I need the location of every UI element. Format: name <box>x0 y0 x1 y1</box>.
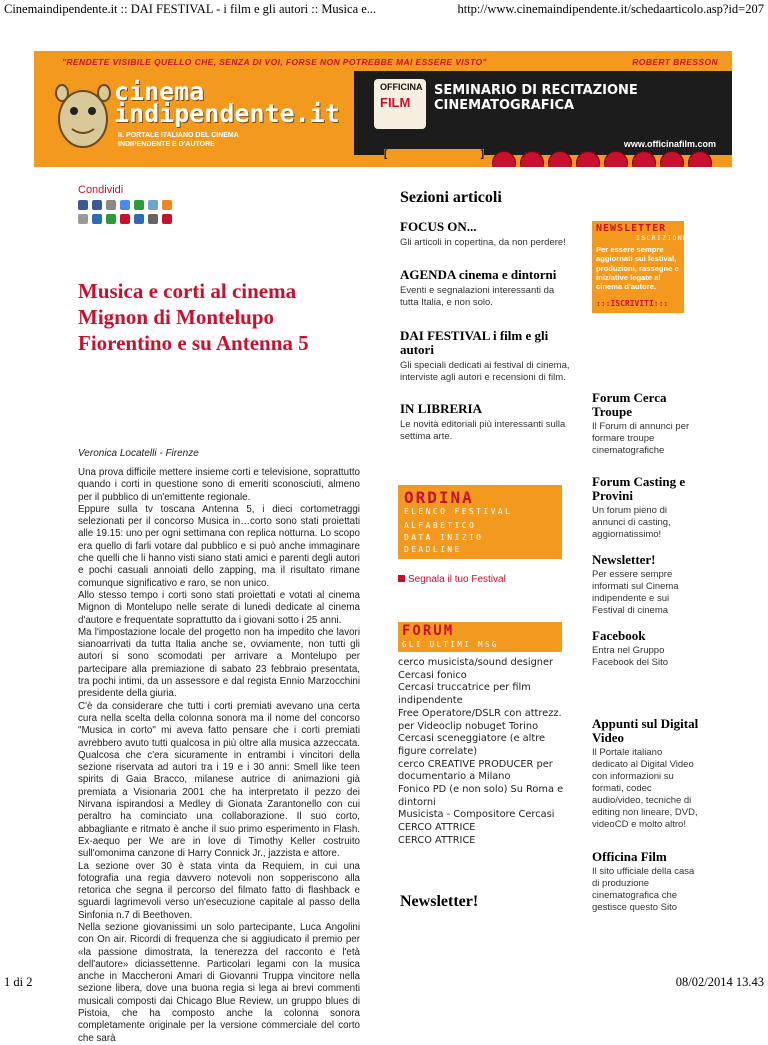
digg-icon[interactable] <box>106 200 116 210</box>
forum-post-link[interactable]: Musicista - Compositore Cercasi <box>398 809 555 821</box>
forum-posts-list <box>398 657 566 848</box>
link-newsletter[interactable]: Newsletter! Per essere sempre informati sul Cinema indipendente e sui Festival di cinema <box>592 552 679 616</box>
forum-post-link[interactable]: CERCO ATTRICE <box>398 822 476 834</box>
forum-post-link[interactable]: Free Operatore/DSLR con attrezz. per Videoclip nobuget Torino <box>398 707 562 732</box>
reddit-icon[interactable] <box>78 214 88 224</box>
nav-bracket: [ ] <box>384 149 484 163</box>
seminar-title: SEMINARIO DI RECITAZIONE CINEMATOGRAFICA <box>434 83 638 113</box>
print-header <box>0 0 768 22</box>
forum-post-link[interactable]: cerco CREATIVE PRODUCER per documentario a Milano <box>398 758 553 783</box>
section-in-libreria[interactable]: IN LIBRERIA Le novità editoriali più interessanti sulla settima arte. <box>400 401 566 442</box>
forum-post-link[interactable]: Cercasi truccatrice per film indipendente <box>398 682 531 707</box>
article-body <box>78 467 360 1045</box>
windows-icon[interactable] <box>134 214 144 224</box>
page-title: Cinemaindipendente.it :: DAI FESTIVAL - i film e gli autori :: Musica e... <box>4 2 377 16</box>
share-icons <box>78 200 182 232</box>
forum-post-link[interactable]: CERCO ATTRICE <box>398 834 476 846</box>
okno-icon[interactable] <box>162 200 172 210</box>
print-footer <box>0 972 768 994</box>
logo-line1: cinema <box>114 77 205 106</box>
technorati-icon[interactable] <box>92 214 102 224</box>
banner-quote: "RENDETE VISIBILE QUELLO CHE, SENZA DI VOI, FORSE NON POTREBBE MAI ESSERE VISTO" ROBERT BRESSON <box>62 57 718 67</box>
ordina-festival-box[interactable]: ORDINA ELENCO FESTIVAL ALFABETICO DATA INIZIO DEADLINE <box>398 485 562 559</box>
logo-tagline: IL PORTALE ITALIANO DEL CINEMA INDIPENDENTE E D'AUTORE <box>118 132 239 148</box>
site-banner[interactable] <box>34 51 732 167</box>
section-dai-festival[interactable]: DAI FESTIVAL i film e gli autori Gli speciali dedicati ai festival di cinema, interviste agli autori e recensioni di film. <box>400 328 570 383</box>
google-icon[interactable] <box>120 200 130 210</box>
site-logo[interactable] <box>114 77 340 128</box>
sections-title: Sezioni articoli <box>400 189 502 206</box>
article-title: Musica e corti al cinema Mignon di Montelupo Fiorentino e su Antenna 5 <box>78 279 309 355</box>
link-facebook[interactable]: Facebook Entra nel Gruppo Facebook del Sito <box>592 628 669 668</box>
article-author: Veronica Locatelli - Firenze <box>78 448 199 459</box>
stumble-icon[interactable] <box>106 214 116 224</box>
yahoo-icon[interactable] <box>120 214 130 224</box>
forum-box[interactable]: FORUM GLI ULTIMI MSG <box>398 622 562 652</box>
forum-post-link[interactable]: Cercasi fonico <box>398 669 467 681</box>
link-officina-film[interactable]: Officina Film Il sito ufficiale della casa di produzione cinematografica che gestisce questo Sito <box>592 849 695 913</box>
link-digital-video[interactable]: Appunti sul Digital Video Il Portale italiano dedicato al Digital Video con informazioni su formati, codec audio/video, tecniche di editing non lineare, DVD, videoCD e molto altro! <box>592 716 699 830</box>
segnala-festival-link[interactable]: Segnala il tuo Festival <box>398 574 506 585</box>
section-focus-on[interactable]: FOCUS ON... Gli articoli in copertina, da non perdere! <box>400 219 566 248</box>
article-paragraph: Nella sezione giovanissimi un solo partecipante, Luca Angolini con On air. Ricordi di frequenza che si aggiudicato il premio per «la passione dimostrata, la tenerezza del racconto e l'età dell'autore» diciassettenne. Particolari legami con la musica anche in Maccheroni Amari di Giovanni Truppa vincitore nella sezione libera, dove una buona regia si lega ai brevi commenti musicali composti dai Chicago Blue Review, un gruppo blues di Pistoia, che ha composto anche la colonna sonora completamente originale per la versione commerciale del corto che sarà <box>78 921 360 1044</box>
page-url: http://www.cinemaindipendente.it/schedaarticolo.asp?id=207 <box>457 2 764 16</box>
section-agenda[interactable]: AGENDA cinema e dintorni Eventi e segnalazioni interessanti da tutta Italia, e non solo. <box>400 267 557 308</box>
logo-line2: indipendente.it <box>114 99 340 128</box>
myspace-icon[interactable] <box>134 200 144 210</box>
bullet-icon <box>398 575 405 582</box>
live-icon[interactable] <box>148 200 158 210</box>
email-icon[interactable] <box>148 214 158 224</box>
oknotizie-icon[interactable] <box>162 214 172 224</box>
article-paragraph: Allo stesso tempo i corti sono stati proiettati e votati al cinema Mignon di Montelupo nelle serate di lunedì dedicate al cinema d'autore e frequentate soprattutto da i giovani sotto i 25 anni. <box>78 589 360 626</box>
officina-film-logo: OFFICINA FILM <box>374 79 426 129</box>
mascot-logo-icon <box>54 79 112 151</box>
delicious-icon[interactable] <box>78 200 88 210</box>
article-paragraph: Ma l'impostazione locale del progetto non ha impedito che lavori sianoarrivati da tutta Italia anche se, ovviamente, non tutti gli autori si sono scomodati per arrivare a Montelupo per partecipare alla premiazione di sabato 23 febbraio presentata, tra pochi intimi, da un assessore e dal regista Ennio Marzocchini presidente della giuria. <box>78 626 360 700</box>
link-forum-cerca-troupe[interactable]: Forum Cerca Troupe Il Forum di annunci per formare troupe cinematografiche <box>592 390 690 456</box>
link-forum-casting[interactable]: Forum Casting e Provini Un forum pieno di annunci di casting, aggiornatissimo! <box>592 474 686 540</box>
subscribe-button[interactable]: :::ISCRIVITI::: <box>596 299 669 308</box>
forum-post-link[interactable]: Cercasi sceneggiatore (e altre figure correlate) <box>398 733 546 757</box>
article-paragraph: C'è da considerare che tutti i corti premiati avevano una certa cura nella scelta della colonna sonora ma il nome del concorso "Musica in corto" mi aveva fatto pensare che i corti premiati avrebbero avuto tutti qualcosa in più oltre alla musica azzeccata. Qualcosa che c'era sicuramente in entrambi i vincitori della sezione riservata ad autori tra i 19 e i 30 anni: Smell like teen spirits di Gaia Bracco, milanese autrice di animazioni già premiata a Visionaria 2001 che ha interpretato il pezzo dei Nirvana ispirandosi a Medley di Gionata Zarantonello con cui peraltro ha cominciato una collaborazione. Il suo corto, abbagliante e ritmato è anche il suo primo esperimento in Flash. Ex-aequo per We are in love di Timothy Keller costruito sull'omonima canzone di Harry Connick Jr., jazzista e attore. <box>78 700 360 860</box>
facebook-icon[interactable] <box>92 200 102 210</box>
print-datetime: 08/02/2014 13.43 <box>675 975 764 989</box>
share-label: Condividi <box>78 184 124 196</box>
forum-post-link[interactable]: Fonico PD (e non solo) Su Roma e dintorni <box>398 784 564 808</box>
newsletter-heading: Newsletter! <box>400 893 479 910</box>
forum-post-link[interactable]: cerco musicista/sound designer <box>398 657 554 668</box>
article-paragraph: Una prova difficile mettere insieme corti e televisione, soprattutto quando i corti in questione sono di emeriti sconosciuti, almeno per il pubblico di un'emittente regionale. <box>78 467 360 503</box>
page-number: 1 di 2 <box>4 975 33 989</box>
officina-url: www.officinafilm.com <box>623 139 716 149</box>
article-paragraph: Eppure sulla tv toscana Antenna 5, i dieci cortometraggi selezionati per il concorso Musica in…corto sono stati proiettati alle 19.15: uno per ogni settimana con replica notturna. Lo scopo era quello di farli votare dal pubblico e si può anche immaginare che quelli che li hanno visti siano stati amici e parenti degli autori e pochi casuali annoiati dello zapping, ma il risultato rimane comunque significativo e raro, se non unico. <box>78 503 360 589</box>
newsletter-signup-box[interactable]: NEWSLETTER ISCRIZIONE Per essere sempre aggiornati sui festival, produzioni, rassegne e iniziative legate al cinema d'autore. :::ISCRIVITI::: <box>592 221 684 313</box>
article-paragraph: La sezione over 30 è stata vinta da Requiem, in cui una fotografia una regia davvero notevoli non sopperiscono alla retorica che segna il percorso del filmato fatto di flashback e sguardi lagrimevoli verso un'esecuzione capitale al passo della Sinfonia n.7 di Beethoven. <box>78 860 360 921</box>
quote-author: ROBERT BRESSON <box>632 57 718 67</box>
